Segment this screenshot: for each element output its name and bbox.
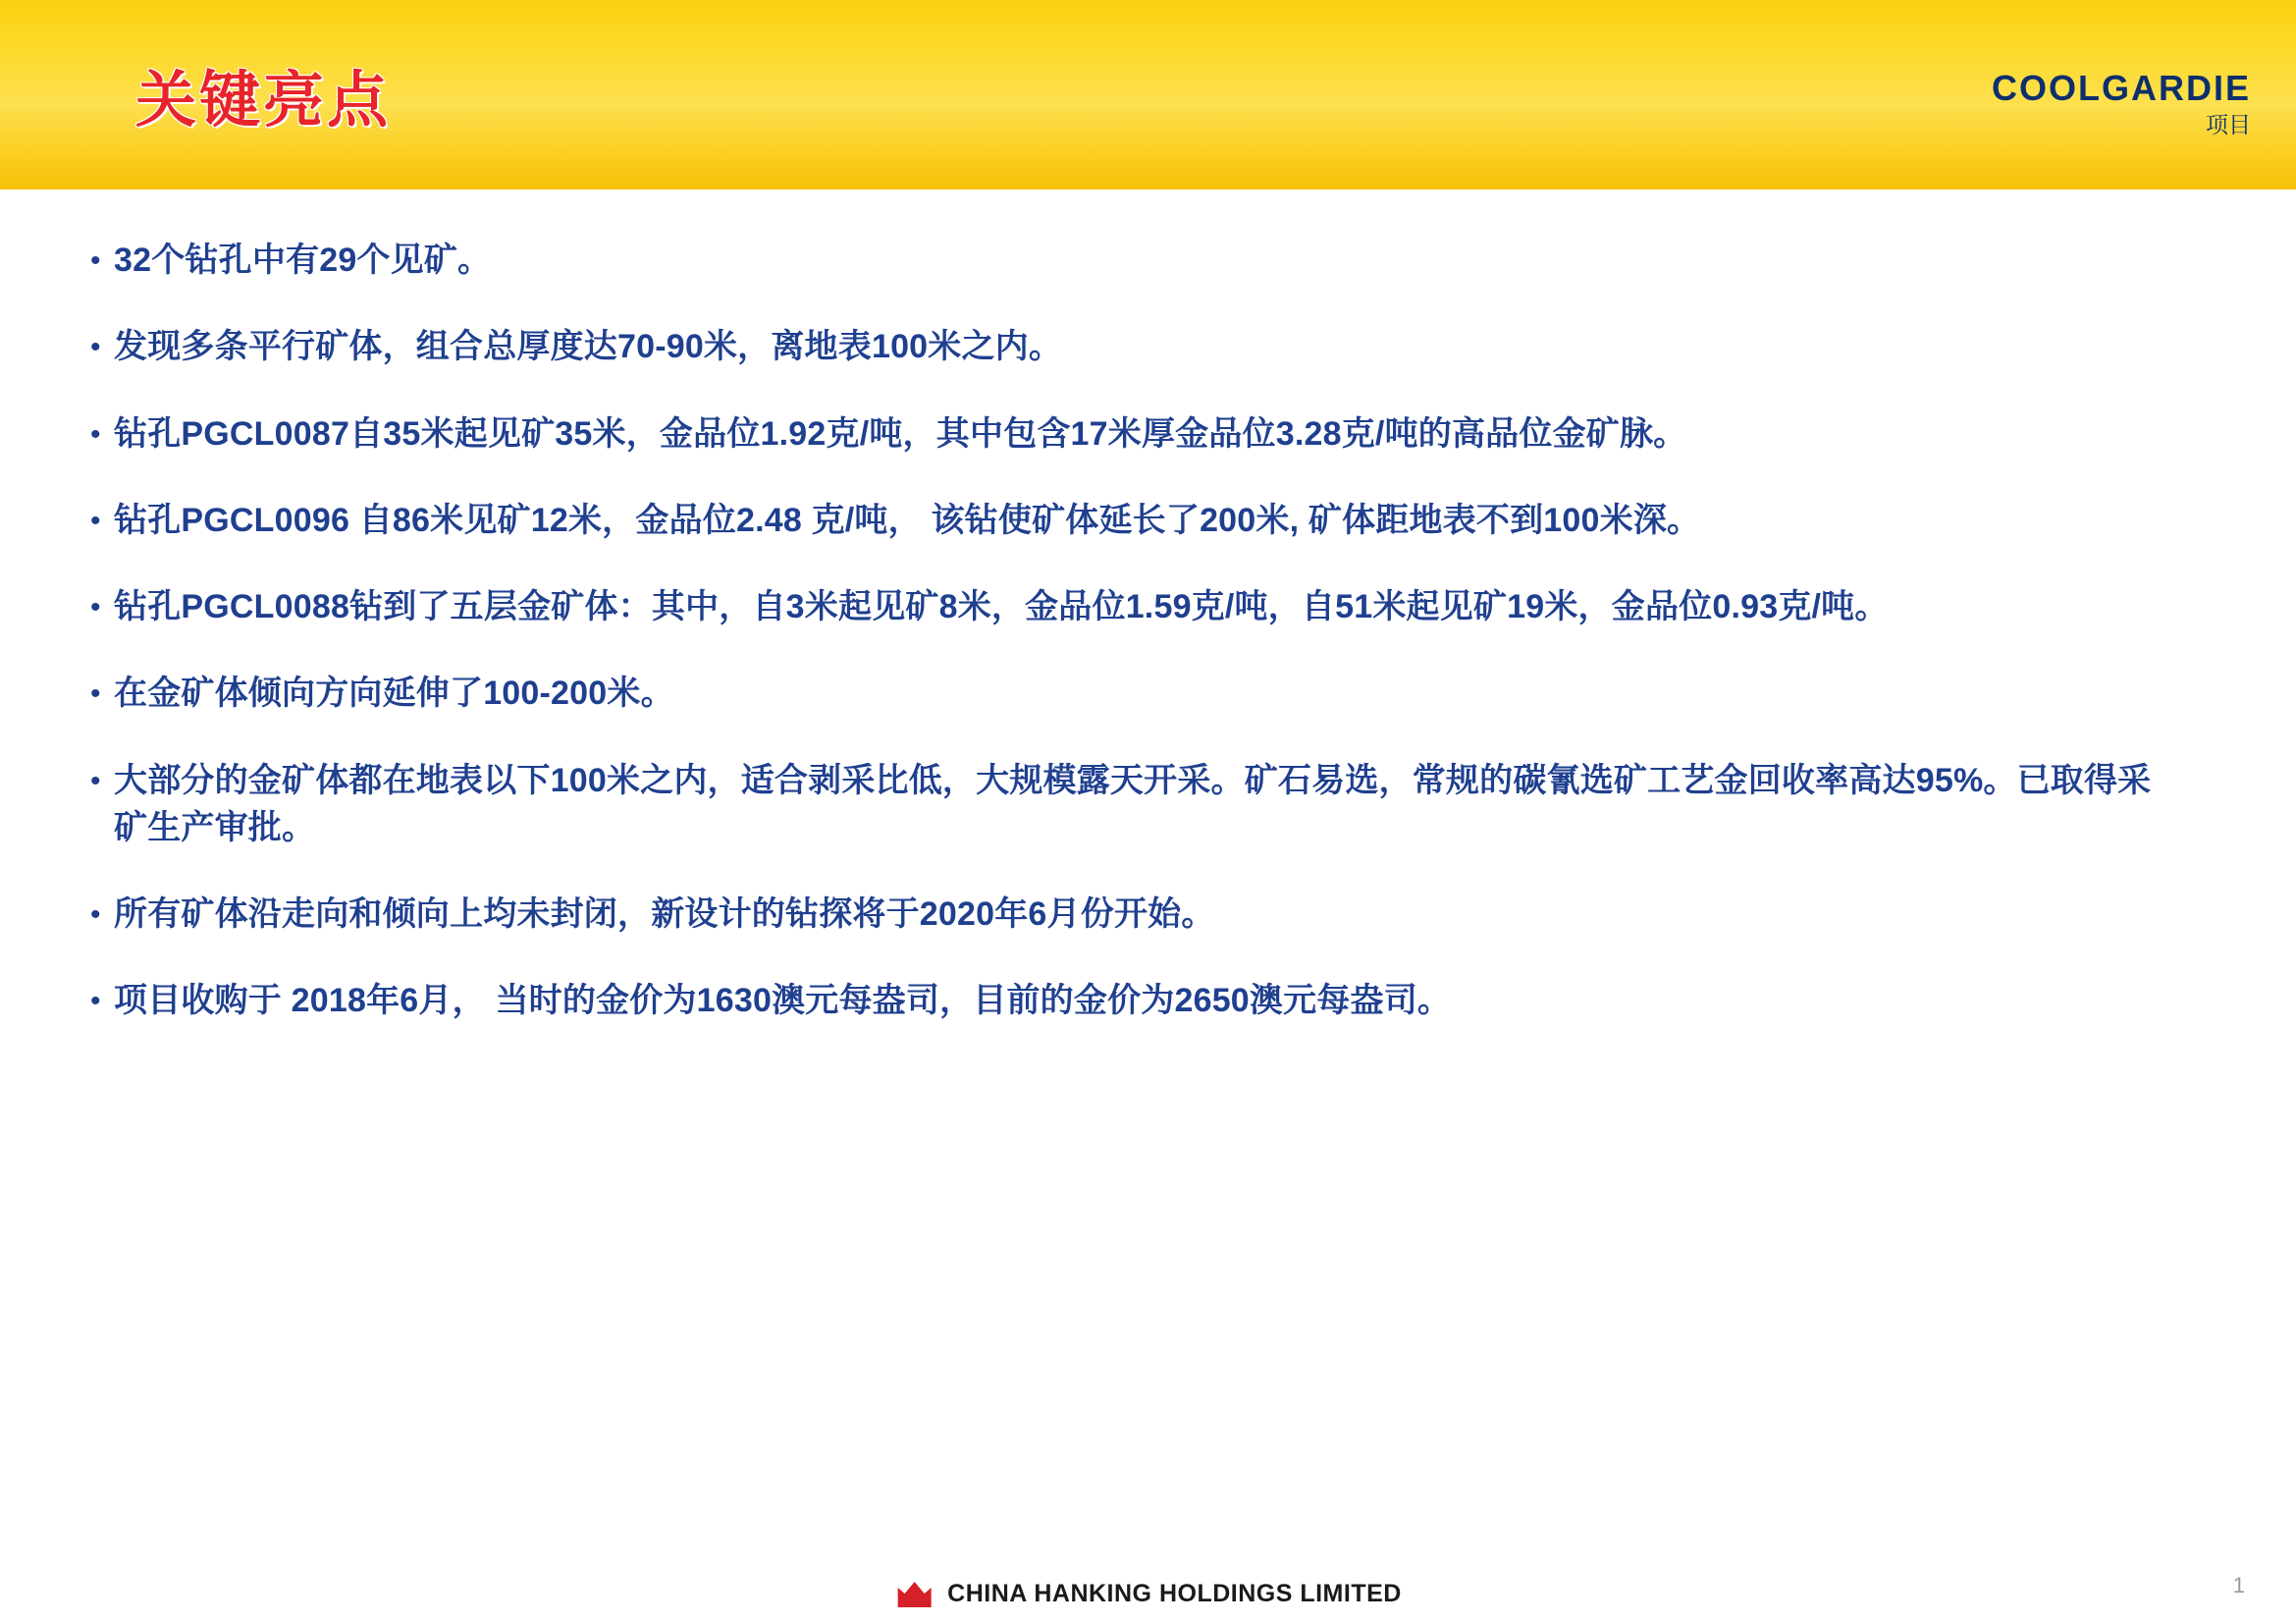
page-number: 1 [2232,1573,2245,1597]
bullet-text: 钻孔PGCL0087自35米起见矿35米，金品位1.92克/吨，其中包含17米厚金品位3.28克/吨的高品位金矿脉。 [114,414,1687,453]
bullet-marker-icon: • [90,985,101,1018]
bullet-text: 大部分的金矿体都在地表以下100米之内，适合剥采比低，大规模露天开采。矿石易选，常规的碳氰选矿工艺金回收率高达95%。已取得采矿生产审批。 [114,761,2152,846]
bullet-text: 所有矿体沿走向和倾向上均未封闭，新设计的钻探将于2020年6月份开始。 [114,895,1215,934]
bullet-marker-icon: • [90,591,101,624]
list-item [69,237,2227,284]
list-item [69,410,2227,458]
bullet-marker-icon: • [90,764,101,797]
bullet-marker-icon: • [90,677,101,711]
bullet-text: 发现多条平行矿体，组合总厚度达70-90米，离地表100米之内。 [114,328,1063,366]
list-item [69,497,2227,544]
brand-name: COOLGARDIE [1991,68,2251,108]
bullet-marker-icon: • [90,417,101,451]
bullet-text: 项目收购于 2018年6月， 当时的金价为1630澳元每盎司，目前的金价为2650澳元每盎司。 [114,982,1452,1020]
slide-footer [0,1543,2296,1624]
bullet-marker-icon: • [90,898,101,932]
bullet-text: 在金矿体倾向方向延伸了100-200米。 [114,675,674,713]
company-name: CHINA HANKING HOLDINGS LIMITED [947,1579,1402,1607]
slide-header-banner [0,0,2296,189]
bullet-text: 钻孔PGCL0088钻到了五层金矿体：其中，自3米起见矿8米，金品位1.59克/吨，自51米起见矿19米，金品位0.93克/吨。 [114,588,1889,626]
project-brand [1991,68,2251,137]
list-item [69,891,2227,938]
company-logo [894,1579,1402,1608]
bullet-text: 钻孔PGCL0096 自86米见矿12米，金品位2.48 克/吨， 该钻使矿体延长了200米, 矿体距地表不到100米深。 [114,501,1701,539]
bullet-list [0,189,2296,1544]
list-item [69,323,2227,370]
bullet-text: 32个钻孔中有29个见矿。 [114,242,492,279]
list-item [69,977,2227,1024]
list-item [69,757,2227,852]
crown-icon [894,1579,934,1608]
bullet-marker-icon: • [90,504,101,537]
list-item [69,670,2227,717]
list-item [69,583,2227,630]
brand-subtitle: 项目 [2206,112,2251,137]
bullet-marker-icon: • [90,331,101,364]
page-title: 关键亮点 [135,67,392,135]
bullet-marker-icon: • [90,244,101,277]
